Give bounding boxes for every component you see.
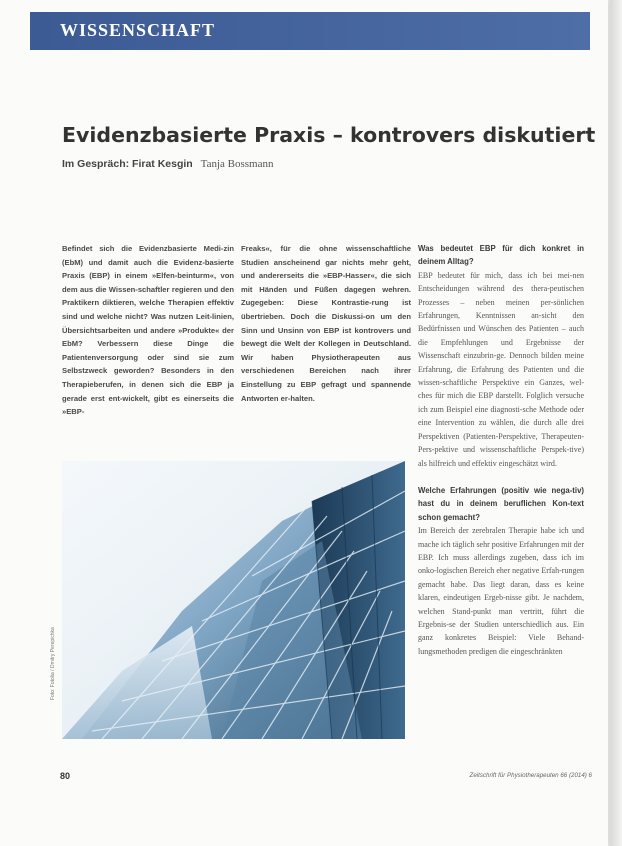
article-title: Evidenzbasierte Praxis – kontrovers diskutiert — [62, 123, 596, 147]
glass-skyscraper-photo — [62, 461, 405, 739]
intro-column-1: Befindet sich die Evidenzbasierte Medi-zin (EbM) und damit auch die Evidenz-basierte Praxis (EBP) in einem »Elfen-beinturm«, von dem aus die Wissen-schaftler regieren und den Praktikern diktieren, welche Therapien effektiv sind und welche nicht? Was nutzen Leit-linien, Übersichtsarbeiten und andere »Produkte« der EbM? Verbessern diese Dinge die Patientenversorgung oder sind sie zum Selbstzweck geworden? Besonders in den Therapieberufen, in denen sich die EBP ja gerade erst ent-wickelt, gibt es einerseits die »EBP- — [62, 244, 234, 417]
interview-column — [418, 242, 584, 672]
photo-credit: Foto: Fotolia / Dmitry Perepichka — [50, 627, 56, 700]
building-illustration — [62, 461, 405, 739]
interview-lead: Im Gespräch: Firat Kesgin — [62, 158, 193, 170]
section-label: WISSENSCHAFT — [60, 20, 216, 40]
intro-column-2: Freaks«, für die ohne wissenschaftliche Studien anscheinend gar nichts mehr geht, und andererseits die »EBP-Hasser«, die sich mit Händen und Füßen dagegen wehren. Zugegeben: Diese Kontrastie-rung ist übertrieben. Doch die Diskussi-on um den Sinn und Unsinn von EBP ist kontrovers und bewegt die Welt der Kollegen in Deutschland. Wir haben Physiotherapeuten aus verschiedenen Bereichen nach ihrer Einstellung zu EBP gefragt und spannende Antworten er-halten. — [241, 244, 411, 403]
question-1: Was bedeutet EBP für dich konkret in deinem Alltag? — [418, 244, 584, 267]
article-subtitle — [62, 158, 273, 170]
answer-1: EBP bedeutet für mich, dass ich bei mei-nen Entscheidungen während des thera-peutischen Prozesses – neben meinen per-sönlichen Erfahrungen, Kenntnissen an-sicht den Bedürfnissen und Wünschen des Patienten – auch die Empfehlungen und Ergebnisse der Wissenschaft einzubrin-ge. Dennoch bilden meine Erfahrung, die Erfahrung des Patienten und die wissen-schaftliche Perspektive ein Ganzes, wel-ches für mich die EBP darstellt. Folglich versuche ich zum Beispiel eine diagnosti-sche Methode oder eine Intervention zu wählen, die durch alle drei Perspektiven (Patienten-Perspektive, Therapeuten-Pers-pektive und wissenschaftliche Perspek-tive) als hilfreich und effektiv eingeschätzt wird. — [418, 270, 584, 468]
author-name: Tanja Bossmann — [200, 158, 274, 170]
answer-2: Im Bereich der zerebralen Therapie habe ich und mache ich täglich sehr positive Erfahrungen mit der EBP. Ich muss allerdings zugeben, dass ich im onko-logischen Bereich eher negative Erfah-rungen gemacht habe. Das liegt daran, dass es keine klaren, eindeutigen Ergeb-nisse gibt. Je nachdem, welchen Stand-punkt man vertritt, führt die Ergebnis-se der Studien unterschiedlich aus. Ein ganz konkretes Beispiel: Viele Behand-lungsmethoden predigen die eingeschränkten — [418, 526, 584, 656]
page-edge — [610, 0, 622, 846]
page-number: 80 — [60, 771, 71, 781]
publication-footer: Zeitschrift für Physiotherapeuten 66 (2014) 6 — [469, 772, 592, 779]
section-banner — [30, 12, 590, 50]
question-2: Welche Erfahrungen (positiv wie nega-tiv) hast du in deinem beruflichen Kon-text schon gemacht? — [418, 485, 584, 522]
